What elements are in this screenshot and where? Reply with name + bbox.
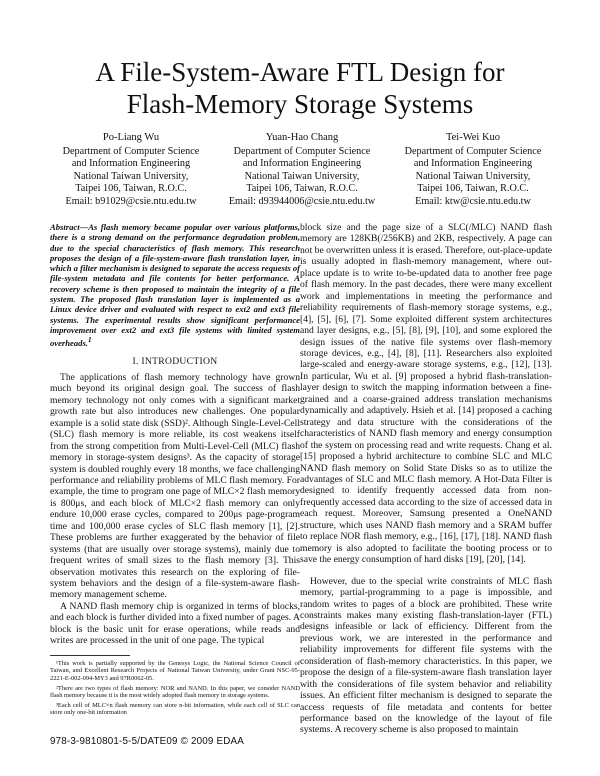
author-city: Taipei 106, Taiwan, R.O.C. xyxy=(246,183,358,195)
author-univ: National Taiwan University, xyxy=(244,170,360,182)
footnote-1: ¹This work is partially supported by the Genesys Logic, the National Science Council of Taiwan, and Excellent Research Projects of National Taiwan University, under Grant NSC-95-2221-E-002-094-MY3 and 97R0062-05. xyxy=(50,659,300,682)
author-email: Email: d93944006@csie.ntu.edu.tw xyxy=(228,195,376,207)
author-email: Email: ktw@csie.ntu.edu.tw xyxy=(415,195,531,207)
title-line-2: Flash-Memory Storage Systems xyxy=(126,89,474,119)
abstract xyxy=(50,222,300,348)
author-univ: National Taiwan University, xyxy=(73,170,189,182)
right-paragraph-1: block size and the page size of a SLC(/MLC) NAND flash memory are 128KB(/256KB) and 2KB, respectively. A page can not be overwritten unless it is erased. Therefore, out-place-update is usually adopted in flash-memory management, where out-place update is to write to-be-updated data to another free page of flash memory. In the past decades, there were many excellent work and implementations in meeting the performance and reliability requirements of flash-memory storage systems, e.g., [4], [5], [6], [7]. Some exploited different system architectures and layer designs, e.g., [5], [8], [9], [10], and some explored the design issues of the native file systems over flash-memory storage devices, e.g., [4], [8], [11]. Researchers also exploited large-scaled and energy-aware storage systems, e.g., [12], [13]. In particular, Wu et al. [9] proposed a hybrid flash-translation-layer design to switch the mapping information between a fine-grained and a coarse-grained address translation mechanisms dynamically and adaptively. Hsieh et al. [14] proposed a caching strategy and data structure with the considerations of the characteristics of NAND flash memory and energy consumption of the system on processing read and write requests. Chang et al. [15] proposed a hybrid architecture to combine SLC and MLC NAND flash memory on Solid State Disks so as to utilize the advantages of SLC and MLC flash memory. A Hot-Data Filter is designed to identify frequently accessed data from non-frequently accessed data according to the size of accessed data in each request. Moreover, Samsung presented a OneNAND structure, which uses NAND flash memory and a SRAM buffer to replace NOR flash memory, e.g., [16], [17], [18]. NAND flash memory is also adopted to facilitate the booting process or to save the energy consumption of hard disks [19], [20], [14]. xyxy=(300,222,552,566)
author-dept: Department of Computer Science xyxy=(233,145,371,157)
left-column xyxy=(50,222,300,719)
section-heading: I. INTRODUCTION xyxy=(132,356,218,368)
footnote-2: ²There are two types of flash memory: NOR and NAND. In this paper, we consider NAND flash memory because it is the most widely adopted flash memory in storage systems. xyxy=(50,684,300,700)
author-3 xyxy=(390,132,556,209)
footnote-rule xyxy=(50,655,130,656)
author-name: Tei-Wei Kuo xyxy=(445,132,501,143)
right-paragraph-2: However, due to the special write constraints of MLC flash memory, partial-programming to a page is impossible, and random writes to pages of a block are prohibited. These write constraints makes many existing flash-translation-layer (FTL) designs infeasible or lack of efficiency. Different from the previous work, we are interested in the performance and reliability improvements for different file systems with the consideration of flash-memory characteristics. In this paper, we propose the design of a file-system-aware flash translation layer with the considerations of file system behavior and reliability issues. An efficient filter mechanism is designed to separate the access requests of file metadata and contents for better performance based on the knowledge of the layout of file systems. A recovery scheme is also proposed to maintain xyxy=(300,575,552,736)
author-name: Po-Liang Wu xyxy=(102,132,160,143)
copyright-footer: 978-3-9810801-5-5/DATE09 © 2009 EDAA xyxy=(50,736,244,747)
author-dept: Department of Computer Science xyxy=(62,145,200,157)
intro-paragraph-1: The applications of flash memory technology have grown much beyond its original design goal. The success of flash memory technology not only comes with a significant market growth rate but also introduces new challenges. One popular example is a solid state disk (SSD)². Although Single-Level-Cell (SLC) flash memory is more reliable, its cost weakens itself from the strong competition from Multi-Level-Cell (MLC) flash memory in storage-system designs³. As the capacity of storage system is doubled roughly every 18 months, we face challenging performance and reliability problems of MLC flash memory. For example, the time to program one page of MLC×2 flash memory is 800μs, and each block of MLC×2 flash memory can only endure 10,000 erase cycles, compared to 200μs page-program time and 100,000 erase cycles of SLC flash memory [1], [2]. These problems are further exaggerated by the behavior of file systems (that are usually over storage systems), mainly due to frequent writes of small sizes to the flash memory [3]. This observation motivates this research on the exploring of file-system behaviors and the design of a file-system-aware flash-memory management scheme. xyxy=(50,371,300,601)
intro-paragraph-2: A NAND flash memory chip is organized in terms of blocks, and each block is further divided into a fixed number of pages. A block is the basic unit for erase operations, while reads and writes are processed in the unit of one page. The typical xyxy=(50,600,300,647)
author-name: Yuan-Hao Chang xyxy=(265,132,339,143)
author-city: Taipei 106, Taiwan, R.O.C. xyxy=(417,183,529,195)
right-column xyxy=(300,222,552,736)
author-block xyxy=(48,132,556,209)
author-2 xyxy=(219,132,385,209)
footnote-3: ³Each cell of MLC×n flash memory can store n-bit information, while each cell of SLC can store only one-bit information xyxy=(50,701,300,717)
abstract-text: Abstract—As flash memory became popular over various platforms, there is a strong demand on the performance degradation problem, due to the special characteristics of flash memory. This research proposes the design of a file-system-aware flash translation layer, in which a filter mechanism is designed to separate the access requests of file-system metadata and file contents for better performance. A recovery scheme is then proposed to maintain the integrity of a file system. The proposed flash translation layer is implemented as a Linux device driver and evaluated with respect to ext2 and ext3 file systems. The experimental results show significant performance improvement over ext2 and ext3 file systems with limited system overheads. xyxy=(50,222,300,349)
abstract-footnote-mark: 1 xyxy=(87,336,92,345)
author-1 xyxy=(48,132,214,209)
author-city: Taipei 106, Taiwan, R.O.C. xyxy=(75,183,187,195)
title-line-1: A File-System-Aware FTL Design for xyxy=(95,57,505,87)
author-email: Email: b91029@csie.ntu.edu.tw xyxy=(65,195,197,207)
author-dept: and Information Engineering xyxy=(413,158,533,170)
author-dept: and Information Engineering xyxy=(71,158,191,170)
author-univ: National Taiwan University, xyxy=(415,170,531,182)
paper-title xyxy=(0,56,600,120)
author-dept: Department of Computer Science xyxy=(404,145,542,157)
author-dept: and Information Engineering xyxy=(242,158,362,170)
